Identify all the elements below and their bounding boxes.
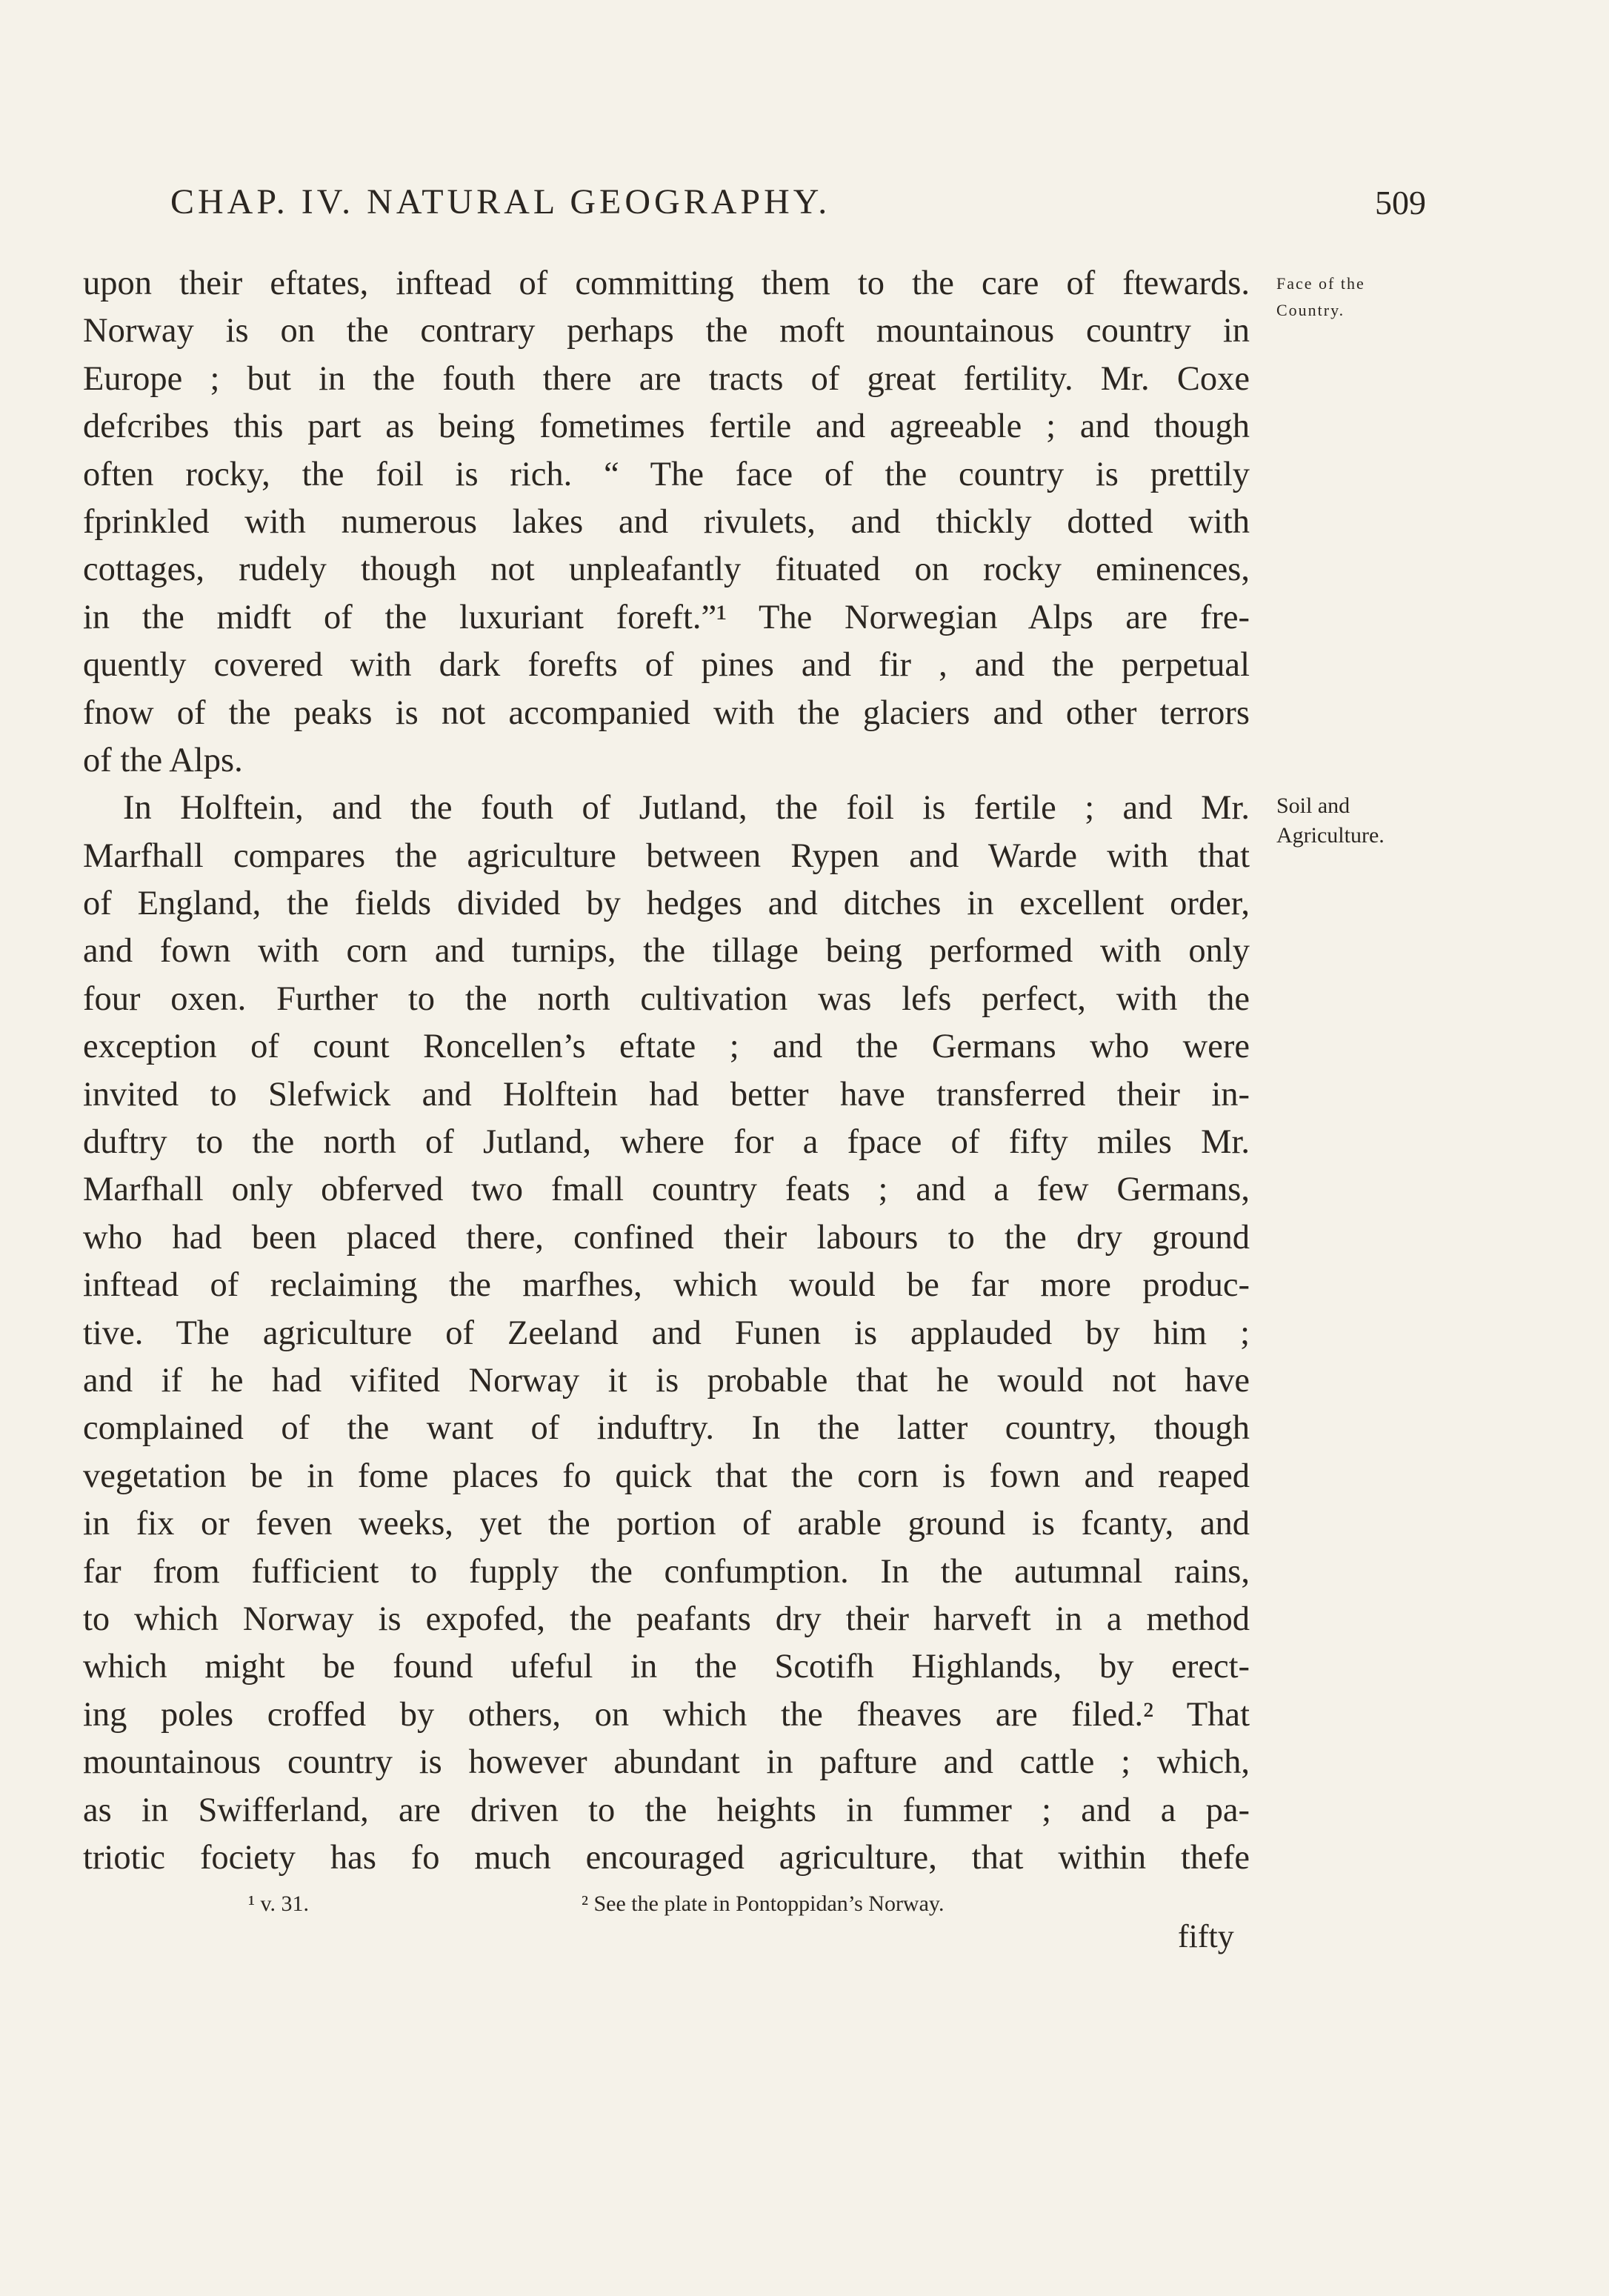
text-line: which might be found ufeful in the Scotifh Highlands, by erect- xyxy=(83,1648,1250,1686)
text-line: Europe ; but in the fouth there are tracts of great fertility. Mr. Coxe xyxy=(83,359,1250,398)
footnote-1: ¹ v. 31. xyxy=(248,1891,310,1916)
text-line: exception of count Roncellen’s eftate ; and the Germans who were xyxy=(83,1028,1250,1066)
text-line: complained of the want of induftry. In the latter country, though xyxy=(83,1409,1250,1448)
text-line: in fix or feven weeks, yet the portion of arable ground is fcanty, and xyxy=(83,1505,1250,1543)
marginal-note-line: Country. xyxy=(1276,301,1345,319)
text-line: as in Swifferland, are driven to the heights in fummer ; and a pa- xyxy=(83,1791,1250,1829)
text-line: duftry to the north of Jutland, where for a fpace of fifty miles Mr. xyxy=(83,1123,1250,1162)
catchword: fifty xyxy=(1178,1918,1234,1954)
text-line: vegetation be in fome places fo quick that the corn is fown and reaped xyxy=(83,1457,1250,1495)
text-line: quently covered with dark forefts of pines and fir , and the perpetual xyxy=(83,646,1250,685)
text-line: of the Alps. xyxy=(83,741,243,779)
text-line: of England, the fields divided by hedges and ditches in excellent order, xyxy=(83,885,1250,923)
text-line: Marfhall compares the agriculture between Rypen and Warde with that xyxy=(83,836,1250,875)
footnote-2: ² See the plate in Pontoppidan’s Norway. xyxy=(582,1891,945,1916)
text-line: cottages, rudely though not unpleafantly fituated on rocky eminences, xyxy=(83,550,1250,589)
text-line: In Holftein, and the fouth of Jutland, the foil is fertile ; and Mr. xyxy=(123,789,1250,828)
text-line: inftead of reclaiming the marfhes, which would be far more produc- xyxy=(83,1266,1250,1305)
text-line: fnow of the peaks is not accompanied with the glaciers and other terrors xyxy=(83,693,1250,732)
marginal-note-line: Agriculture. xyxy=(1276,823,1385,848)
text-line: far from fufficient to fupply the confumption. In the autumnal rains, xyxy=(83,1552,1250,1591)
text-line: fprinkled with numerous lakes and rivulets, and thickly dotted with xyxy=(83,502,1250,541)
text-line: mountainous country is however abundant in pafture and cattle ; which, xyxy=(83,1743,1250,1782)
text-line: invited to Slefwick and Holftein had better have transferred their in- xyxy=(83,1075,1250,1114)
text-line: to which Norway is expofed, the peafants dry their harveft in a method xyxy=(83,1600,1250,1638)
running-head xyxy=(170,182,1426,233)
text-line: and if he had vifited Norway it is probable that he would not have xyxy=(83,1361,1250,1400)
text-line: ing poles croffed by others, on which the fheaves are filed.² That xyxy=(83,1695,1250,1734)
text-line: Marfhall only obferved two fmall country feats ; and a few Germans, xyxy=(83,1171,1250,1209)
text-line: tive. The agriculture of Zeeland and Funen is applauded by him ; xyxy=(83,1314,1250,1352)
text-line: who had been placed there, confined their labours to the dry ground xyxy=(83,1218,1250,1257)
text-line: in the midft of the luxuriant foreft.”¹ The Norwegian Alps are fre- xyxy=(83,598,1250,636)
body-text xyxy=(83,260,1250,1882)
text-line: upon their eftates, inftead of committing them to the care of ftewards. xyxy=(83,264,1250,302)
marginal-note-face-of-country xyxy=(1276,270,1365,324)
text-line: often rocky, the foil is rich. “ The face of the country is prettily xyxy=(83,455,1250,493)
text-line: four oxen. Further to the north cultivation was lefs perfect, with the xyxy=(83,979,1250,1018)
text-line: triotic fociety has fo much encouraged agriculture, that within thefe xyxy=(83,1838,1250,1877)
page-number: 509 xyxy=(1375,184,1426,222)
text-line: Norway is on the contrary perhaps the moft mountainous country in xyxy=(83,312,1250,350)
marginal-note-line: Soil and xyxy=(1276,793,1350,818)
running-title: CHAP. IV. NATURAL GEOGRAPHY. xyxy=(170,182,831,222)
text-line: and fown with corn and turnips, the tillage being performed with only xyxy=(83,932,1250,971)
marginal-note-soil-agriculture xyxy=(1276,791,1385,851)
marginal-note-line: Face of the xyxy=(1276,274,1365,293)
text-line: defcribes this part as being fometimes fertile and agreeable ; and though xyxy=(83,407,1250,446)
